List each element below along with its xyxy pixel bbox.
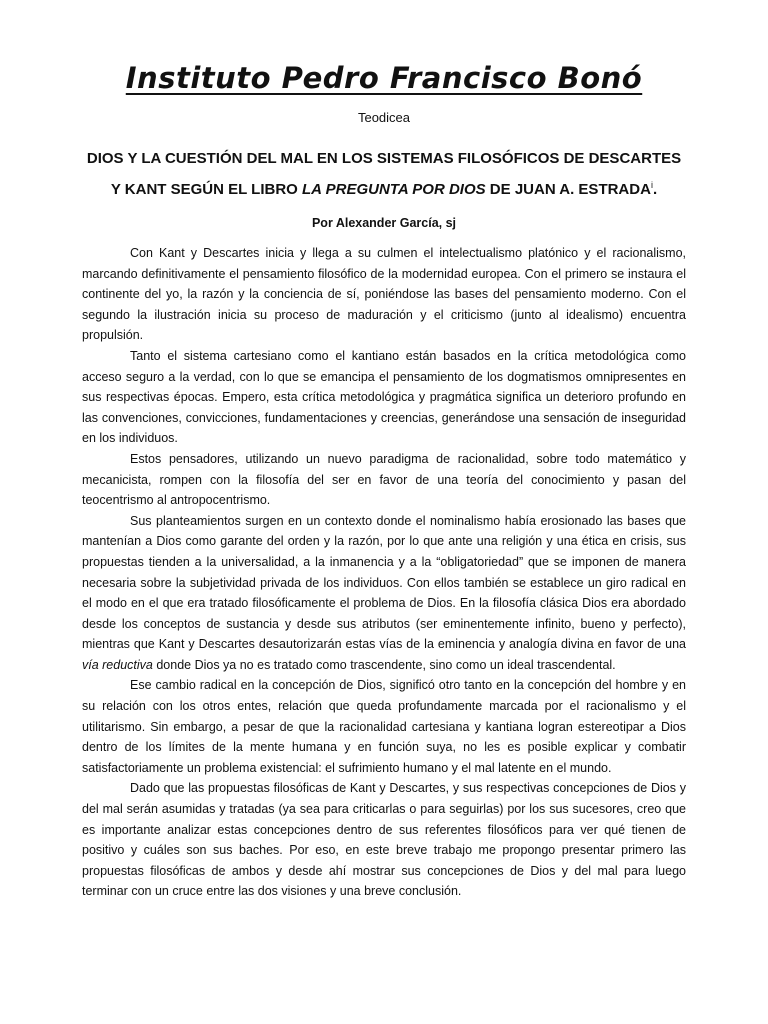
document-title — [82, 146, 686, 203]
institute-title-text: Instituto Pedro Francisco Bonó — [125, 61, 643, 95]
paragraph-1: Con Kant y Descartes inicia y llega a su culmen el intelectualismo platónico y el racionalismo, marcando definitivamente el pensamiento filosófico de la modernidad europea. Con el primero se instaura el continente del yo, la razón y la conciencia de sí, poniéndose las bases del pensamiento moderno. Con el segundo la ilustración inicia su proceso de maduración y el criticismo (junto al idealismo) encuentra propulsión. — [82, 246, 686, 343]
title-book-name: LA PREGUNTA POR DIOS — [302, 181, 486, 198]
title-part-2: DE JUAN A. ESTRADA — [485, 181, 651, 198]
paragraph-4-part-2: donde Dios ya no es tratado como trascendente, sino como un ideal trascendental. — [152, 657, 616, 672]
institute-title — [82, 58, 686, 98]
paragraph-2: Tanto el sistema cartesiano como el kantiano están basados en la crítica metodológica como acceso seguro a la verdad, con lo que se emancipa el pensamiento de los dogmatismos omnipresentes en sus respectivas épocas. Empero, esta crítica metodológica y pragmática significa un deterioro profundo en las convenciones, convicciones, fundamentaciones y creencias, generándose una sensación de inseguridad en los individuos. — [82, 348, 686, 446]
paragraph-6: Dado que las propuestas filosóficas de Kant y Descartes, y sus respectivas concepciones de Dios y del mal serán asumidas y tratadas (ya sea para criticarlas o para seguirlas) por los sus sucesores, creo que es importante analizar estas concepciones dentro de sus referentes filosóficos para ver qué tienen de positivo y cuáles son sus baches. Por eso, en este breve trabajo me propongo presentar primero las propuestas filosóficas de ambos y desde ahí mostrar sus concepciones de Dios y del mal para luego terminar con un cruce entre las dos visiones y una breve conclusión. — [82, 781, 686, 899]
paragraph-5: Ese cambio radical en la concepción de Dios, significó otro tanto en la concepción del hombre y en su relación con los otros entes, relación que queda profundamente marcada por el racionalismo y el utilitarismo. Sin embargo, a pesar de que la racionalidad cartesiana y kantiana logran estereotipar a Dios dentro de los límites de la mente humana y en función suya, no les es posible explicar y combatir satisfactoriamente un problema existencial: el sufrimiento humano y el mal latente en el mundo. — [82, 678, 686, 775]
subject-label: Teodicea — [357, 110, 411, 125]
paragraph-4 — [82, 511, 686, 676]
paragraph-3: Estos pensadores, utilizando un nuevo paradigma de racionalidad, sobre todo matemático y mecanicista, rompen con la filosofía del ser en favor de una teoría del conocimiento y pasan del teocentrismo al antropocentrismo. — [82, 451, 686, 508]
paragraph-4-italic: vía reductiva — [82, 657, 153, 672]
body-text — [82, 243, 686, 902]
footnote-marker[interactable]: i — [650, 180, 653, 190]
author-line: Por Alexander García, sj — [311, 216, 457, 230]
title-end: . — [652, 181, 658, 198]
paragraph-4-part-1: Sus planteamientos surgen en un contexto donde el nominalismo había erosionado las bases que mantenían a Dios como garante del orden y la razón, por lo que ante una religión y una ética en crisis, sus propuestas tienden a la universalidad, a la inmanencia y a la “obligatoriedad” que se imponen de manera necesaria sobre la subjetividad privada de los individuos. Con ellos también se establece un giro radical en el modo en el que era tratado filosóficamente el problema de Dios. En la filosofía clásica Dios era abordado desde los conceptos de sustancia y desde sus atributos (ser eminentemente infinito, bueno y perfecto), mientras que Kant y Descartes desautorizarán estas vías de la eminencia y analogía divina en favor de una — [82, 513, 686, 652]
title-part-1: DIOS Y LA CUESTIÓN DEL MAL EN LOS SISTEMAS FILOSÓFICOS DE DESCARTES Y KANT SEGÚN EL LIBRO — [86, 150, 682, 198]
